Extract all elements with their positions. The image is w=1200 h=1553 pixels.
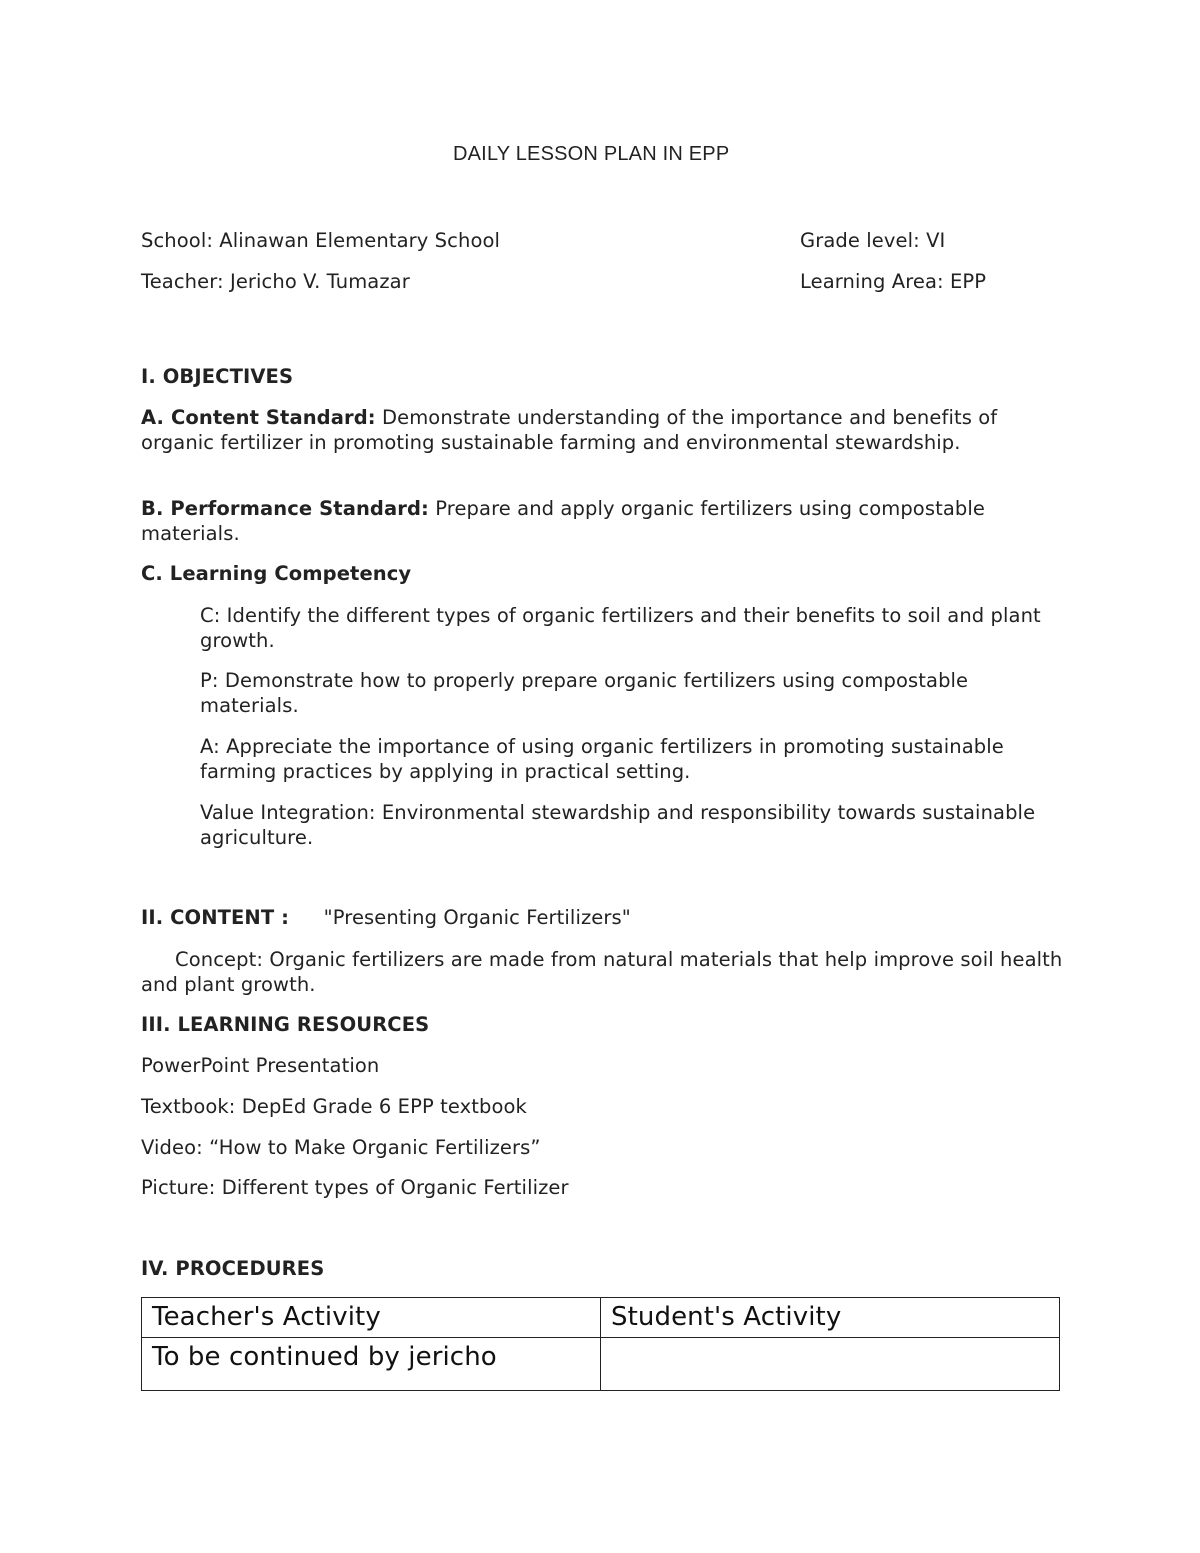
resource-item: Picture: Different types of Organic Fertilizer (141, 1176, 569, 1199)
student-activity-cell (601, 1338, 1060, 1391)
resource-item: Textbook: DepEd Grade 6 EPP textbook (141, 1095, 527, 1118)
content-standard-label: A. Content Standard: (141, 406, 376, 429)
performance-standard (141, 496, 1066, 546)
content-section (141, 906, 631, 929)
procedures-heading: IV. PROCEDURES (141, 1257, 325, 1280)
resource-item: Video: “How to Make Organic Fertilizers” (141, 1136, 541, 1159)
content-heading: II. CONTENT : (141, 906, 290, 929)
teacher-activity-cell: To be continued by jericho (142, 1338, 601, 1391)
competency-affective: A: Appreciate the importance of using organic fertilizers in promoting sustainable farming practices by applying in practical setting. (200, 735, 1004, 783)
table-header-row (142, 1298, 1060, 1338)
competency-heading: C. Learning Competency (141, 562, 412, 585)
document-title: DAILY LESSON PLAN IN EPP (453, 143, 730, 165)
table-row (142, 1338, 1060, 1391)
grade-level-field: Grade level: VI (800, 229, 946, 252)
student-activity-header: Student's Activity (601, 1298, 1060, 1338)
value-integration: Value Integration: Environmental stewardship and responsibility towards sustainable agriculture. (200, 801, 1036, 849)
resource-item: PowerPoint Presentation (141, 1054, 380, 1077)
concept-paragraph: Concept: Organic fertilizers are made from natural materials that help improve soil health and plant growth. (141, 948, 1063, 996)
content-standard (141, 405, 1066, 455)
performance-standard-label: B. Performance Standard: (141, 497, 429, 520)
teacher-activity-header: Teacher's Activity (142, 1298, 601, 1338)
resources-heading: III. LEARNING RESOURCES (141, 1013, 430, 1036)
learning-area-field: Learning Area: EPP (800, 270, 987, 293)
performance-standard-text: Prepare and apply organic fertilizers using compostable materials. (141, 497, 985, 545)
teacher-field: Teacher: Jericho V. Tumazar (141, 270, 410, 293)
procedures-table (141, 1297, 1060, 1391)
competency-cognitive: C: Identify the different types of organic fertilizers and their benefits to soil and plant growth. (200, 604, 1041, 652)
competency-psychomotor: P: Demonstrate how to properly prepare organic fertilizers using compostable materials. (200, 669, 969, 717)
school-field: School: Alinawan Elementary School (141, 229, 501, 252)
objectives-heading: I. OBJECTIVES (141, 365, 294, 388)
content-standard-text: Demonstrate understanding of the importance and benefits of organic fertilizer in promoting sustainable farming and environmental stewardship. (141, 406, 998, 454)
content-topic: "Presenting Organic Fertilizers" (323, 906, 631, 929)
